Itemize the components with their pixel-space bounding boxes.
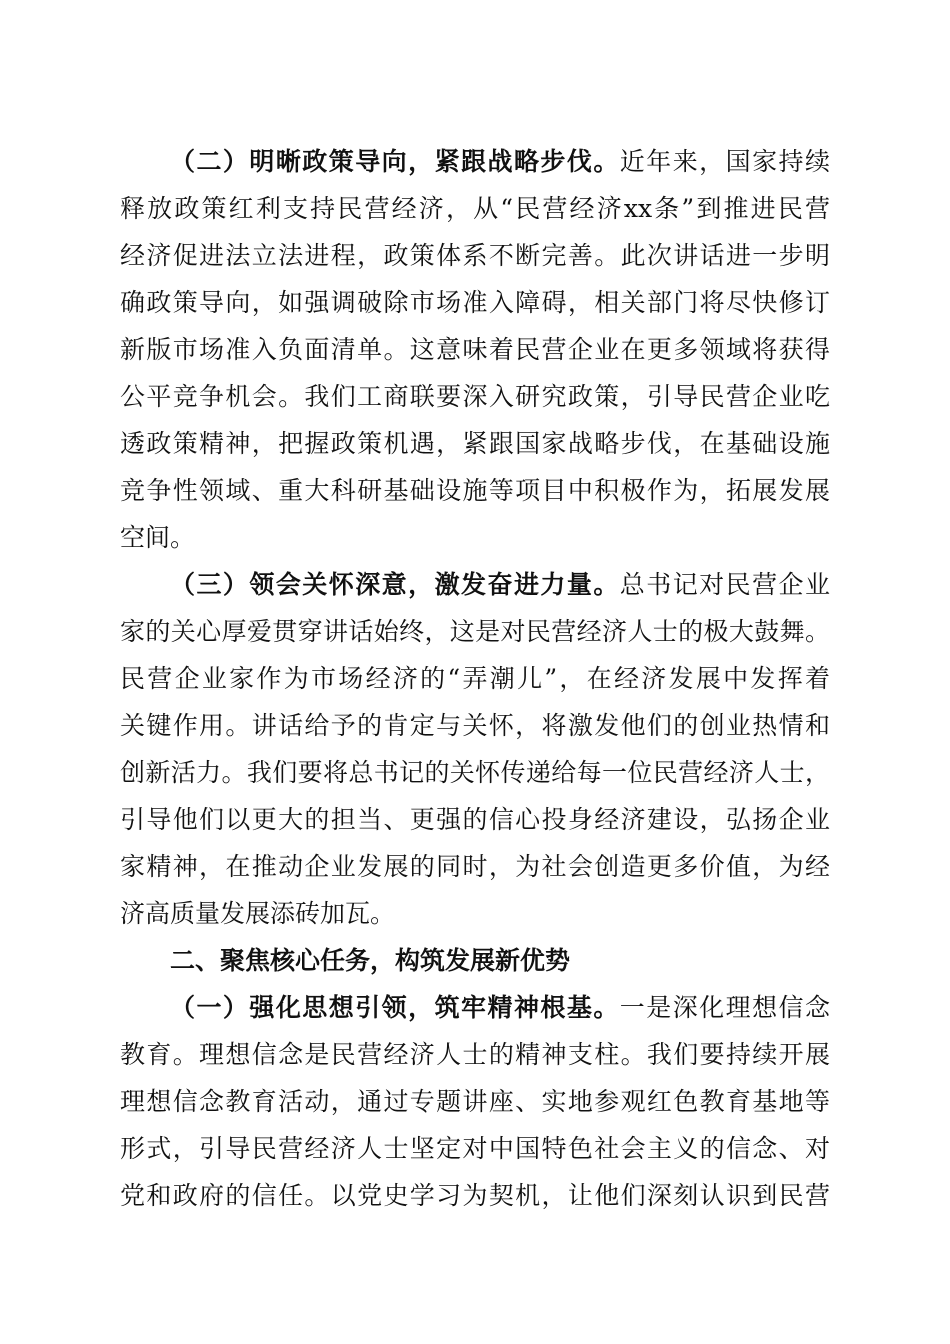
paragraph-line: 创新活力。我们要将总书记的关怀传递给每一位民营经济人士， (120, 758, 830, 787)
paragraph-line (170, 566, 830, 604)
paragraph-text: 总书记对民营企业 (619, 570, 830, 599)
paragraph-line (170, 143, 830, 181)
paragraph-lead: （二）明晰政策导向，紧跟战略步伐。 (170, 147, 620, 176)
paragraph-line: 理想信念教育活动，通过专题讲座、实地参观红色教育基地等 (120, 1087, 830, 1116)
paragraph-line: 形式，引导民营经济人士坚定对中国特色社会主义的信念、对 (120, 1134, 830, 1163)
paragraph-line: 公平竞争机会。我们工商联要深入研究政策，引导民营企业吃 (120, 382, 830, 411)
paragraph-text: 近年来，国家持续 (619, 147, 830, 176)
paragraph-lead: （一）强化思想引领，筑牢精神根基。 (170, 993, 620, 1022)
section-heading: 二、聚焦核心任务，构筑发展新优势 (170, 946, 571, 975)
paragraph-line: 释放政策红利支持民营经济，从“民营经济xx条”到推进民营 (120, 194, 830, 223)
paragraph-line: 经济促进法立法进程，政策体系不断完善。此次讲话进一步明 (120, 241, 830, 270)
paragraph-text: 一是深化理想信念 (619, 993, 830, 1022)
paragraph-line: 引导他们以更大的担当、更强的信心投身经济建设，弘扬企业 (120, 805, 830, 834)
paragraph-lead: （三）领会关怀深意，激发奋进力量。 (170, 570, 620, 599)
paragraph-line: 透政策精神，把握政策机遇，紧跟国家战略步伐，在基础设施 (120, 429, 830, 458)
paragraph-line: 新版市场准入负面清单。这意味着民营企业在更多领域将获得 (120, 335, 830, 364)
paragraph-line: 党和政府的信任。以党史学习为契机，让他们深刻认识到民营 (120, 1181, 830, 1210)
paragraph-line: 民营企业家作为市场经济的“弄潮儿”，在经济发展中发挥着 (120, 664, 830, 693)
paragraph-line: 济高质量发展添砖加瓦。 (120, 899, 396, 928)
paragraph-line: 家精神，在推动企业发展的同时，为社会创造更多价值，为经 (120, 852, 830, 881)
paragraph-line: 确政策导向，如强调破除市场准入障碍，相关部门将尽快修订 (120, 288, 830, 317)
paragraph-line: 家的关心厚爱贯穿讲话始终，这是对民营经济人士的极大鼓舞。 (120, 617, 830, 646)
paragraph-line: 竞争性领域、重大科研基础设施等项目中积极作为，拓展发展 (120, 476, 830, 505)
paragraph-line: 关键作用。讲话给予的肯定与关怀，将激发他们的创业热情和 (120, 711, 830, 740)
paragraph-line: 教育。理想信念是民营经济人士的精神支柱。我们要持续开展 (120, 1040, 830, 1069)
paragraph-line: 空间。 (120, 523, 196, 552)
paragraph-line (170, 989, 830, 1027)
